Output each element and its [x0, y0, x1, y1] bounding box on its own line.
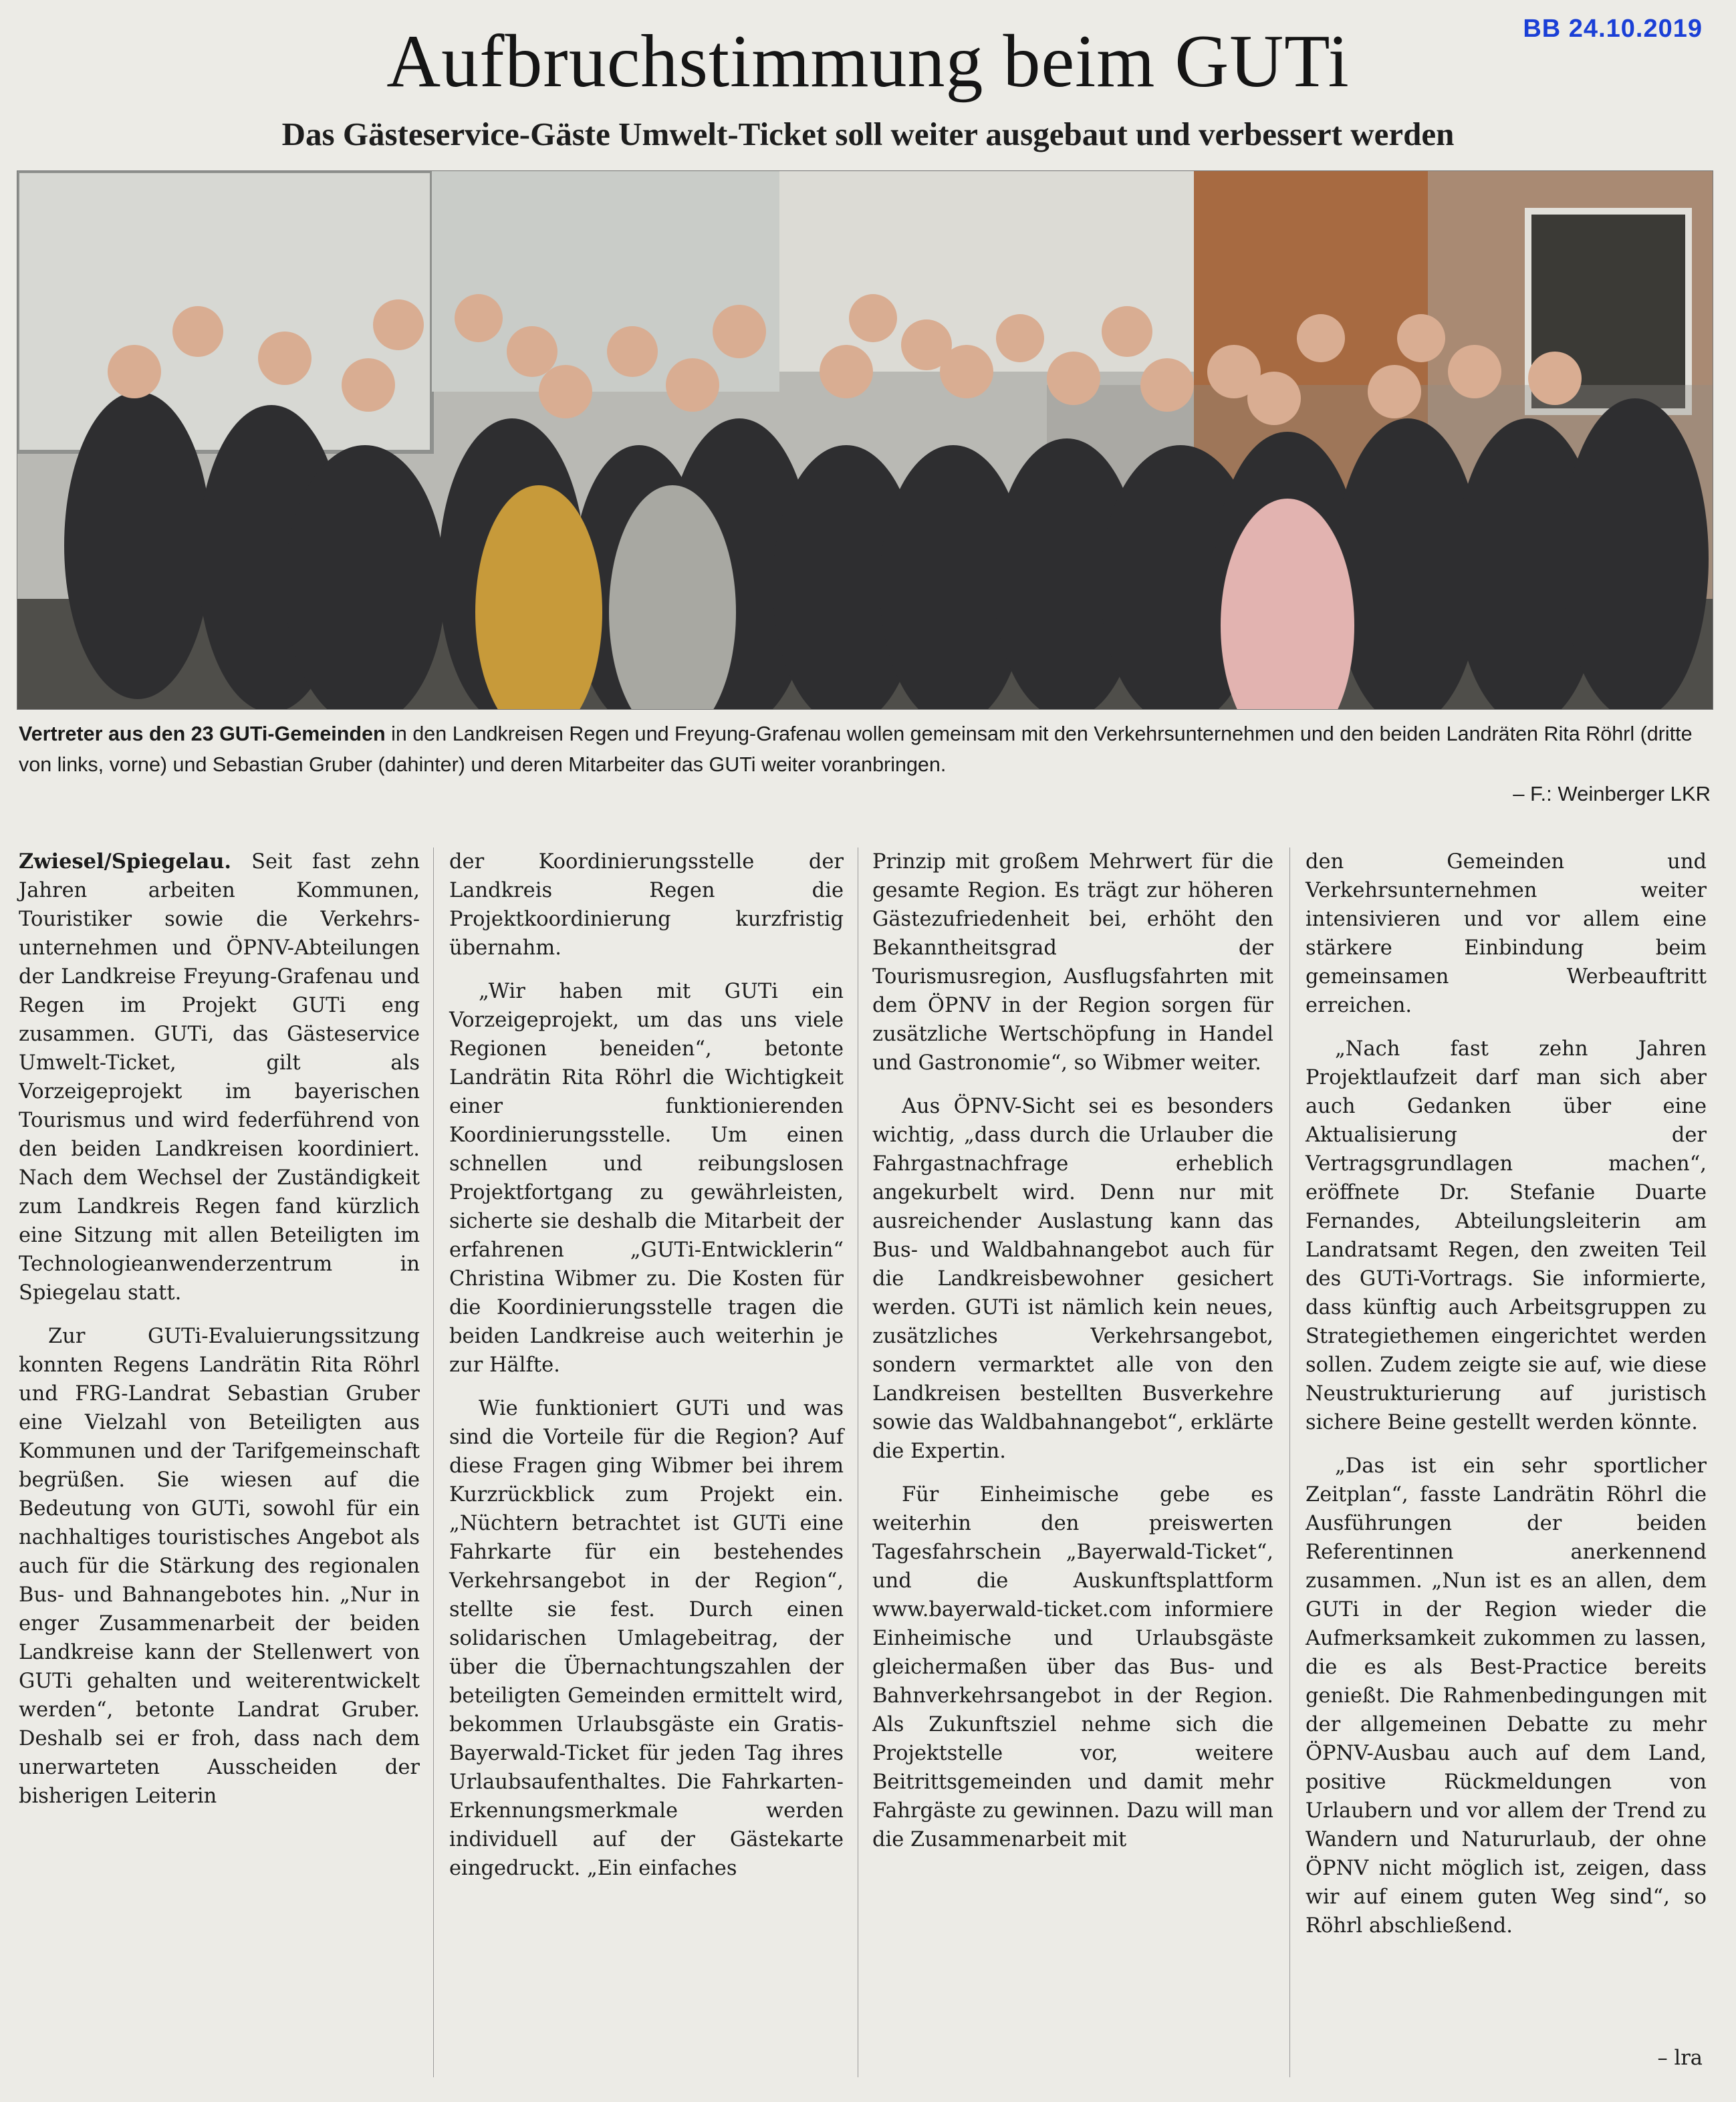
article-column-1: [19, 847, 420, 1825]
paragraph: den Gemeinden und Verkehrsunternehmen weiter intensivieren und vor allem eine stärkere Einbindung beim gemeinsamen Werbeauftritt erreichen.: [1306, 850, 1707, 1017]
headline: Aufbruchstimmung beim GUTi: [386, 20, 1350, 103]
article-column-2: [449, 847, 844, 1897]
paragraph: Zur GUTi-Evaluierungssitzung konnten Regens Landrätin Rita Röhrl und FRG-Landrat Sebastian Gruber eine Vielzahl von Beteiligten aus Kommunen und der Tarifgemeinschaft begrüßen. Sie wiesen auf die Bedeutung von GUTi, sowohl für ein nachhaltiges touristisches Angebot als auch für die Stärkung des regionalen Bus- und Bahnangebotes hin. „Nur in enger Zusammenarbeit der beiden Landkreise kann der Stellenwert von GUTi gehalten und weiterentwickelt werden“, betonte Landrat Gruber. Deshalb sei er froh, dass nach dem unerwarteten Ausscheiden der bisherigen Leiterin: [19, 1325, 420, 1808]
paragraph: Prinzip mit großem Mehrwert für die gesamte Region. Es trägt zur höheren Gästezufriedenheit bei, erhöht den Bekanntheitsgrad der Tourismusregion, Ausflugsfahrten mit dem ÖPNV in der Region sorgen für zusätzliche Wertschöpfung in Handel und Gastronomie“, so Wibmer weiter.: [872, 850, 1273, 1075]
article-column-3: [872, 847, 1273, 1869]
caption-text: in den Landkreisen Regen und Freyung-Grafenau wollen gemeinsam mit den Verkehrsunternehmen und den beiden Landräten Rita Röhrl (dritte von links, vorne) und Sebastian Gruber (dahinter) und deren Mitarbeiter das GUTi weiter voranbringen.: [19, 722, 1693, 776]
author-signoff: – lra: [1657, 2047, 1703, 2070]
paragraph: [19, 847, 420, 1307]
photo-caption: [19, 718, 1713, 780]
group-photo: [17, 170, 1713, 710]
paragraph: „Wir haben mit GUTi ein Vorzeigeprojekt, um das uns viele Regionen beneiden“, betonte Landrätin Rita Röhrl die Wichtigkeit einer funktionierenden Koordinierungsstelle. Um einen schnellen und reibungslosen Projektfortgang zu gewährleisten, sicherte sie deshalb die Mitarbeit der erfahrenen „GUTi-Entwicklerin“ Christina Wibmer zu. Die Kosten für die Koordinierungsstelle tragen die beiden Landkreise auch weiterhin je zur Hälfte.: [449, 980, 844, 1377]
paragraph: Für Einheimische gebe es weiterhin den preiswerten Tagesfahrschein „Bayerwald-Ticket“, und die Auskunftsplattform www.bayerwald-ticket.com informiere Einheimische und Urlaubsgäste gleichermaßen über das Bus- und Bahnverkehrsangebot in der Region. Als Zukunftsziel nehme sich die Projektstelle vor, weitere Beitrittsgemeinden und damit mehr Fahrgäste zu gewinnen. Dazu will man die Zusammenarbeit mit: [872, 1483, 1273, 1851]
paragraph-text: Seit fast zehn Jahren arbeiten Kommunen, Touristiker sowie die Verkehrsunternehmen und ÖPNV-Abteilungen der Landkreise Freyung-Grafenau und Regen im Projekt GUTi eng zusammen. GUTi, das Gästeservice Umwelt-Ticket, gilt als Vorzeigeprojekt im bayerischen Tourismus und wird federführend von den beiden Landkreisen koordiniert. Nach dem Wechsel der Zuständigkeit zum Landkreis Regen fand kürzlich eine Sitzung mit allen Beteiligten im Technologieanwenderzentrum in Spiegelau statt.: [19, 850, 420, 1305]
column-divider: [1289, 847, 1290, 2077]
article-column-4: [1306, 847, 1707, 1955]
column-divider: [433, 847, 434, 2077]
photo-credit: – F.: Weinberger LKR: [1513, 782, 1711, 805]
paragraph: Wie funktioniert GUTi und was sind die Vorteile für die Region? Auf diese Fragen ging Wibmer bei ihrem Kurzrückblick zum Projekt ein. „Nüchtern betrachtet ist GUTi eine Fahrkarte für ein bestehendes Verkehrsangebot in der Region“, stellte sie fest. Durch einen solidarischen Umlagebeitrag, der über die Übernachtungszahlen der beteiligten Gemeinden ermittelt wird, bekommen Urlaubsgäste ein Gratis-Bayerwald-Ticket für jeden Tag ihres Urlaubsaufenthaltes. Die Fahrkarten-Erkennungsmerkmale werden individuell auf der Gästekarte eingedruckt. „Ein einfaches: [449, 1397, 844, 1880]
subheadline: Das Gästeservice-Gäste Umwelt-Ticket soll weiter ausgebaut und verbessert werden: [281, 116, 1455, 152]
paragraph: „Das ist ein sehr sportlicher Zeitplan“, fasste Landrätin Röhrl die Ausführungen der beiden Referentinnen anerkennend zusammen. „Nun ist es an allen, dem GUTi in der Region wieder die Aufmerksamkeit zukommen zu lassen, die es als Best-Practice bereits genießt. Die Rahmenbedingungen mit der allgemeinen Debatte zu mehr ÖPNV-Ausbau auch auf dem Land, positive Rückmeldungen von Urlaubern und vor allem der Trend zu Wandern und Natururlaub, der ohne ÖPNV nicht möglich ist, zeigen, dass wir auf einem guten Weg sind“, so Röhrl abschließend.: [1306, 1454, 1707, 1938]
caption-lead: Vertreter aus den 23 GUTi-Gemeinden: [19, 722, 386, 745]
paragraph: Aus ÖPNV-Sicht sei es besonders wichtig, „dass durch die Urlauber die Fahrgastnachfrage erheblich angekurbelt wird. Denn nur mit ausreichender Auslastung kann das Bus- und Waldbahnangebot auch für die Landkreisbewohner gesichert werden. GUTi ist nämlich kein neues, zusätzliches Verkehrsangebot, sondern vermarktet alle von den Landkreisen bestellten Busverkehre sowie das Waldbahnangebot“, erklärte die Expertin.: [872, 1095, 1273, 1463]
paragraph: der Koordinierungsstelle der Landkreis Regen die Projektkoordinierung kurzfristig übernahm.: [449, 850, 844, 960]
dateline: Zwiesel/Spiegelau.: [19, 849, 232, 874]
date-stamp: BB 24.10.2019: [1523, 15, 1703, 43]
group-photo-illustration: [17, 171, 1713, 709]
paragraph: „Nach fast zehn Jahren Projektlaufzeit darf man sich aber auch Gedanken über eine Aktualisierung der Vertragsgrundlagen machen“, eröffnete Dr. Stefanie Duarte Fernandes, Abteilungsleiterin am Landratsamt Regen, den zweiten Teil des GUTi-Vortrags. Sie informierte, dass künftig auch Arbeitsgruppen zu Strategiethemen eingerichtet werden sollen. Zudem zeigte sie auf, wie diese Neustrukturierung auf juristisch sichere Beine gestellt werden könnte.: [1306, 1037, 1707, 1434]
